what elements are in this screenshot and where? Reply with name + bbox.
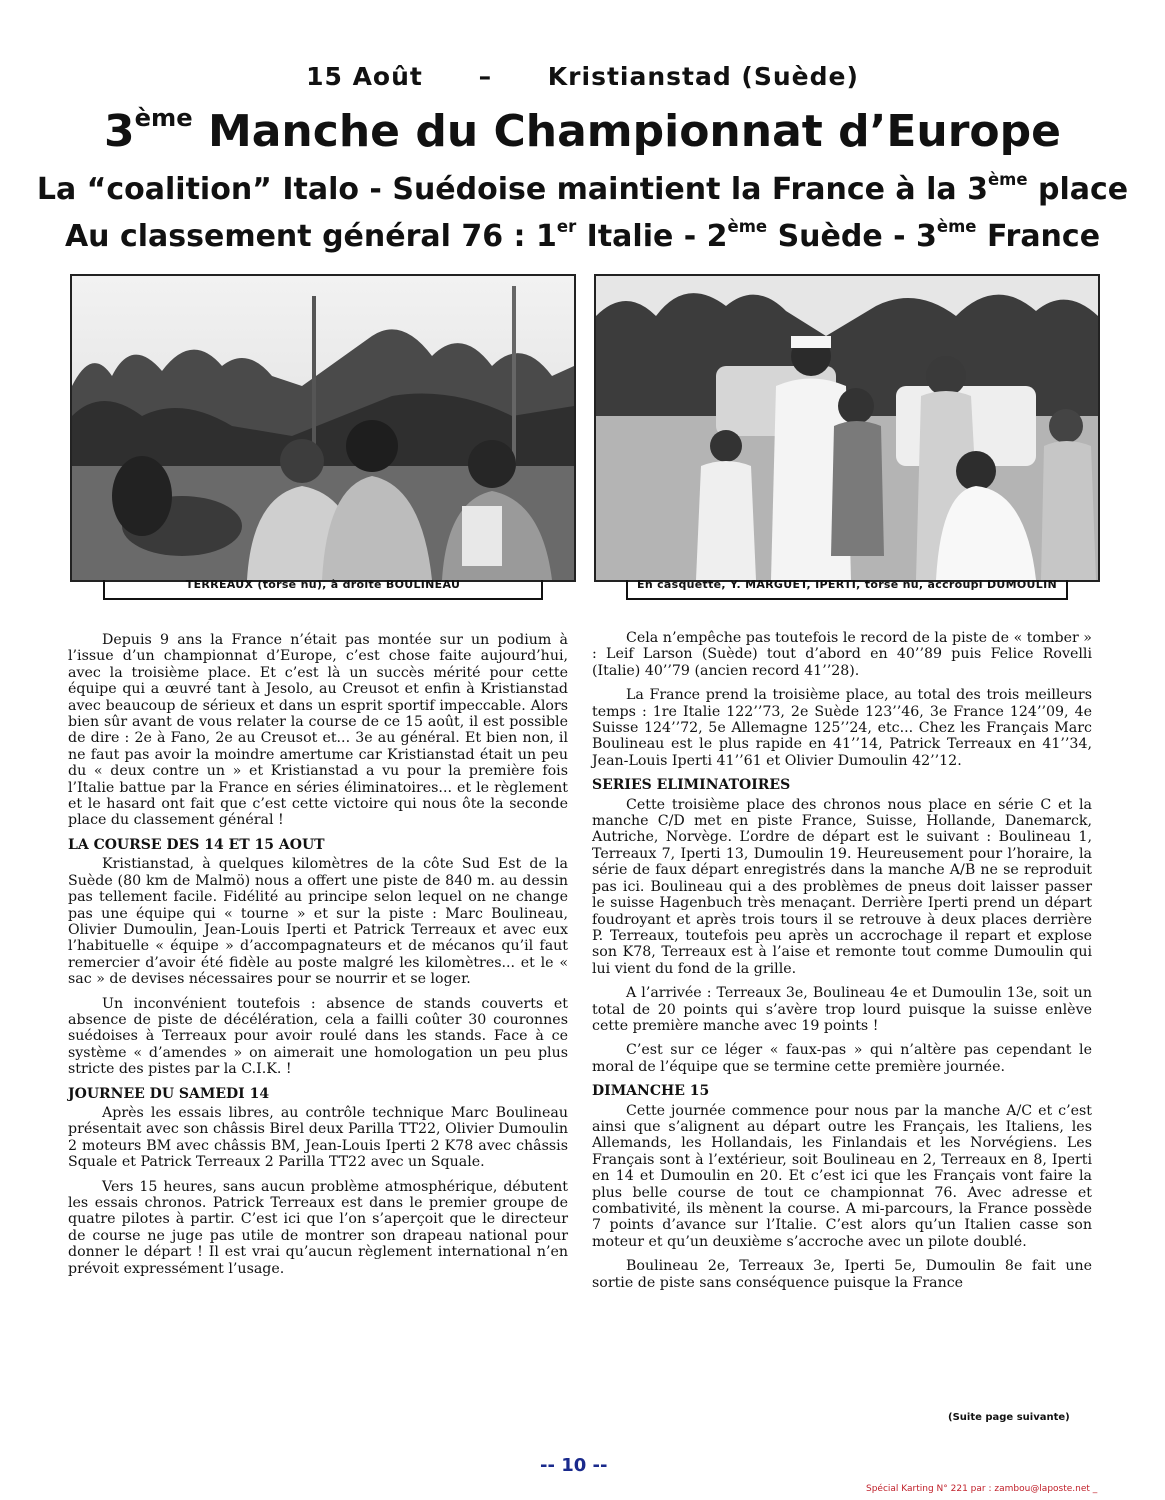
left-paragraph-2: Kristianstad, à quelques kilomètres de la côte Sud Est de la Suède (80 km de Malmö) nous a offert une piste de 840 m. au dessin pas tellement facile. Fidélité au principe selon lequel on ne change pas une équipe qui « tourne » et sur la piste : Marc Boulineau, Olivier Dumoulin, Jean-Louis Iperti et Patrick Terreaux et avec eux l’habituelle « équipe » d’accompagnateurs et de mécanos qu’il faut remercier d’avoir été fidèle au poste malgré les kilomètres... et le « sac » de devises nécessaires pour se nourrir et se loger. [68,856,568,988]
photo-left-image [72,276,574,580]
caption-box-left [103,580,543,600]
article-right-column [592,630,1092,1299]
left-paragraph-4: Après les essais libres, au contrôle technique Marc Boulineau présentait avec son châssis Birel deux Parilla TT22, Olivier Dumoulin 2 moteurs BM avec châssis BM, Jean-Louis Iperti 2 K78 avec châssis Squale et Patrick Terreaux 2 Parilla TT22 avec un Squale. [68,1104,568,1171]
right-paragraph-4: A l’arrivée : Terreaux 3e, Boulineau 4e et Dumoulin 13e, soit un total de 20 points qui s’avère trop lourd puisque la suisse enlève cette première manche avec 19 points ! [592,985,1092,1034]
photo-left [70,274,576,582]
header-date-line [0,62,1165,91]
section-heading-course: LA COURSE DES 14 ET 15 AOUT [68,836,325,853]
article-left-column [68,632,568,1285]
left-paragraph-3: Un inconvénient toutefois : absence de stands couverts et absence de piste de décélération, cela a failli coûter 30 couronnes suédoises à Terreaux pour avoir roulé dans les stands. Face à ce système « d’amendes » on aimerait une homologation un peu plus stricte des pistes par la C.I.K. ! [68,995,568,1078]
right-paragraph-3: Cette troisième place des chronos nous place en série C et la manche C/D met en piste France, Suisse, Hollande, Danemarck, Autriche, Norvège. L’ordre de départ est le suivant : Boulineau 1, Terreaux 7, Iperti 13, Dumoulin 19. Heureusement pour l’horaire, la série de faux départ enregistrés dans la manche A/B ne se reproduit pas ici. Boulineau qui a des problèmes de pneus doit laisser passer le suisse Hagenbuch très menaçant. Derrière Iperti prend un départ foudroyant et après trois tours il se retrouve à deux places derrière P. Terreaux, toutefois peu après un accrochage il repart et explose son K78, Terreaux est à l’aise et remonte tout comme Dumoulin qui lui vient du fond de la grille. [592,796,1092,977]
header-dash: – [478,62,493,91]
photo-right [594,274,1100,582]
headline-subtitle: La “coalition” Italo - Suédoise maintient la France à la 3ème place [36,170,1129,207]
header-location: Kristianstad (Suède) [547,62,859,91]
right-paragraph-6: Cette journée commence pour nous par la manche A/C et c’est ainsi que s’alignent au départ outre les Français, les Italiens, les Allemands, les Hollandais, les Finlandais et les Norvégiens. Les Français sont à l’extérieur, soit Boulineau en 2, Terreaux en 8, Iperti en 14 et Dumoulin en 20. Et c’est ici que les Français vont faire la plus belle course de tout ce championnat 76. Avec adresse et combativité, ils mènent la course. A mi-parcours, la France possède 7 points d’avance sur l’Italie. C’est alors qu’un Italien casse son moteur et qu’un deuxième s’accroche avec un pilote doublé. [592,1102,1092,1250]
continued-note: (Suite page suivante) [948,1412,1070,1423]
right-paragraph-1: Cela n’empêche pas toutefois le record de la piste de « tomber » : Leif Larson (Suède) tout d’abord en 40’’89 puis Felice Rovelli (Italie) 40’’79 (ancien record 41’’28). [592,630,1092,679]
photo-right-caption: En casquette, Y. MARGUET, IPERTI, torse nu, accroupi DUMOULIN [637,578,1057,591]
photo-right-image [596,276,1098,580]
right-paragraph-5: C’est sur ce léger « faux-pas » qui n’altère pas cependant le moral de l’équipe que se termine cette première journée. [592,1042,1092,1075]
footer-credit: Spécial Karting N° 221 par : zambou@laposte.net _ [866,1484,1098,1494]
section-heading-series: SERIES ELIMINATOIRES [592,777,791,794]
section-heading-samedi: JOURNEE DU SAMEDI 14 [68,1085,270,1102]
left-paragraph-5: Vers 15 heures, sans aucun problème atmosphérique, débutent les essais chronos. Patrick Terreaux est dans le premier groupe de quatre pilotes à partir. C’est ici que l’on s’aperçoit que le directeur de course ne juge pas utile de montrer son drapeau national pour donner le départ ! Il est vrai qu’aucun règlement international n’en prévoit expressément l’usage. [68,1178,568,1277]
headline-title: 3ème Manche du Championnat d’Europe [104,103,1061,157]
caption-box-right [626,580,1068,600]
right-paragraph-7: Boulineau 2e, Terreaux 3e, Iperti 5e, Dumoulin 8e fait une sortie de piste sans conséquence puisque la France [592,1258,1092,1291]
left-paragraph-1: Depuis 9 ans la France n’était pas montée sur un podium à l’issue d’un championnat d’Europe, c’est chose faite aujourd’hui, avec la troisième place. Et c’est là un succès mérité pour cette équipe qui a œuvré tant à Jesolo, au Creusot et enfin à Kristianstad avec beaucoup de sérieux et dans un esprit sportif impeccable. Alors bien sûr avant de vous relater la course de ce 15 août, il est possible de dire : 2e à Fano, 2e au Creusot et... 3e au général. Et bien non, il ne faut pas avoir la moindre amertume car Kristianstad était un peu du « deux contre un » et Kristianstad a vu pour la première fois l’Italie battue par la France en séries éliminatoires... et le règlement et le hasard ont fait que c’est cette victoire qui nous ôte la seconde place du classement général ! [68,632,568,829]
right-paragraph-2: La France prend la troisième place, au total des trois meilleurs temps : 1re Italie 122’’73, 2e Suède 123’’46, 3e France 124’’09, 4e Suisse 124’’72, 5e Allemagne 125’’24, etc... Chez les Français Marc Boulineau est le plus rapide en 41’’14, Patrick Terreaux en 41’’34, Jean-Louis Iperti 41’’61 et Olivier Dumoulin 42’’12. [592,687,1092,769]
page-number: -- 10 -- [540,1455,608,1476]
header-date: 15 Août [306,62,423,91]
photo-left-caption: TERREAUX (torse nu), à droite BOULINEAU [185,578,461,591]
section-heading-dimanche: DIMANCHE 15 [592,1083,710,1100]
headline-standings: Au classement général 76 : 1er Italie - 2ème Suède - 3ème France [64,217,1101,254]
